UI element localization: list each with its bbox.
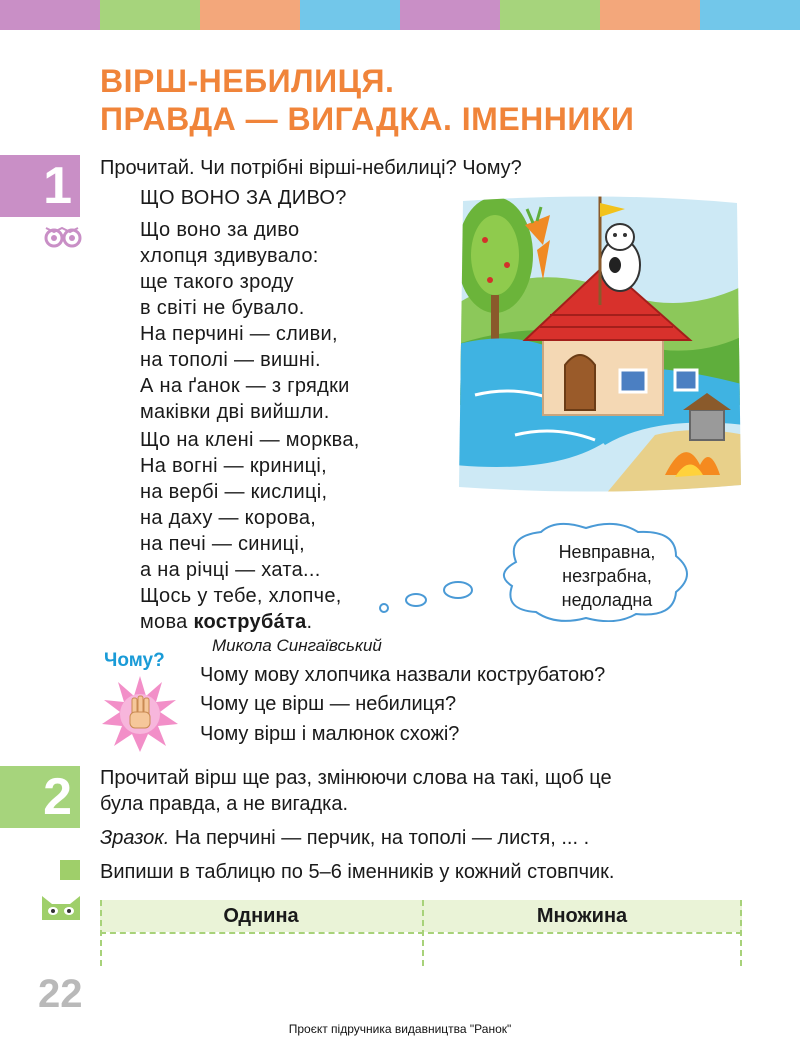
cloud-line: незграбна, xyxy=(562,566,652,586)
poem-title: ЩО ВОНО ЗА ДИВО? xyxy=(140,187,347,209)
task2-instruction-line: була правда, а не вигадка. xyxy=(100,793,349,815)
poem-illustration xyxy=(455,195,745,495)
page-number: 22 xyxy=(38,972,83,1016)
task2-example xyxy=(100,826,589,850)
poem-line: Що на клені — морква, xyxy=(140,429,360,451)
task-number-tab xyxy=(0,155,80,217)
stripe-segment xyxy=(400,0,500,30)
stripe-segment xyxy=(200,0,300,30)
task1-instruction: Прочитай. Чи потрібні вірші-небилиці? Чому? xyxy=(100,157,522,179)
poem-last-line-suffix: . xyxy=(306,611,313,633)
poem-line: Що воно за диво xyxy=(140,219,300,241)
example-label: Зразок. xyxy=(100,827,170,849)
poem-line: маківки дві вийшли. xyxy=(140,401,330,423)
stripe-segment xyxy=(500,0,600,30)
stripe-segment xyxy=(0,0,100,30)
table-row-divider xyxy=(100,932,742,934)
task2-instruction-line: Прочитай вірш ще раз, змінюючи слова на такі, щоб це xyxy=(100,767,612,789)
why-question: Чому це вірш — небилиця? xyxy=(200,693,457,715)
poem-author: Микола Сингаївський xyxy=(212,636,382,655)
why-label: Чому? xyxy=(104,650,165,671)
poem-line: ще такого зроду xyxy=(140,271,294,293)
cat-icon xyxy=(38,892,84,922)
table-column-header: Однина xyxy=(223,905,299,927)
title-line: ВІРШ-НЕБИЛИЦЯ. xyxy=(100,63,395,99)
owl-eyes-icon xyxy=(40,224,86,248)
stripe-segment xyxy=(700,0,800,30)
raised-hand-icon xyxy=(100,674,180,754)
highlighted-word: кострубáта xyxy=(193,611,307,633)
poem-line: на вербі — кислиці, xyxy=(140,481,328,503)
poem-line: На перчині — сливи, xyxy=(140,323,338,345)
nouns-table xyxy=(100,900,742,966)
stripe-segment xyxy=(600,0,700,30)
poem-line: А на ґанок — з грядки xyxy=(140,375,350,397)
task-number: 1 xyxy=(43,157,72,215)
cloud-line: недоладна xyxy=(561,590,653,610)
footer-caption: Проєкт підручника видавництва "Ранок" xyxy=(288,1022,512,1036)
example-text: На перчині — перчик, на тополі — листя, ... . xyxy=(169,827,590,849)
task-number: 2 xyxy=(43,768,72,826)
poem-line: хлопця здивувало: xyxy=(140,245,319,267)
cloud-text xyxy=(532,540,682,612)
stripe-segment xyxy=(100,0,200,30)
top-color-stripe xyxy=(0,0,800,30)
poem-last-line-prefix: мова xyxy=(140,611,194,633)
poem-line: на тополі — вишні. xyxy=(140,349,321,371)
why-question: Чому мову хлопчика назвали кострубатою? xyxy=(200,664,606,686)
subtask-marker xyxy=(60,860,80,880)
title-line: ПРАВДА — ВИГАДКА. ІМЕННИКИ xyxy=(100,101,635,137)
poem-last-line xyxy=(140,610,312,634)
table-column-header: Множина xyxy=(536,905,628,927)
poem-line: на печі — синиці, xyxy=(140,533,305,555)
page-title xyxy=(100,62,634,138)
stripe-segment xyxy=(300,0,400,30)
task-number-tab xyxy=(0,766,80,828)
task2-subtask: Випиши в таблицю по 5–6 іменників у кожний стовпчик. xyxy=(100,861,615,883)
poem-line: а на річці — хата... xyxy=(140,559,321,581)
poem-line: На вогні — криниці, xyxy=(140,455,327,477)
cloud-line: Невправна, xyxy=(558,542,656,562)
poem-line: в світі не бувало. xyxy=(140,297,305,319)
poem-line: на даху — корова, xyxy=(140,507,317,529)
why-question: Чому вірш і малюнок схожі? xyxy=(200,723,460,745)
poem-line: Щось у тебе, хлопче, xyxy=(140,585,342,607)
